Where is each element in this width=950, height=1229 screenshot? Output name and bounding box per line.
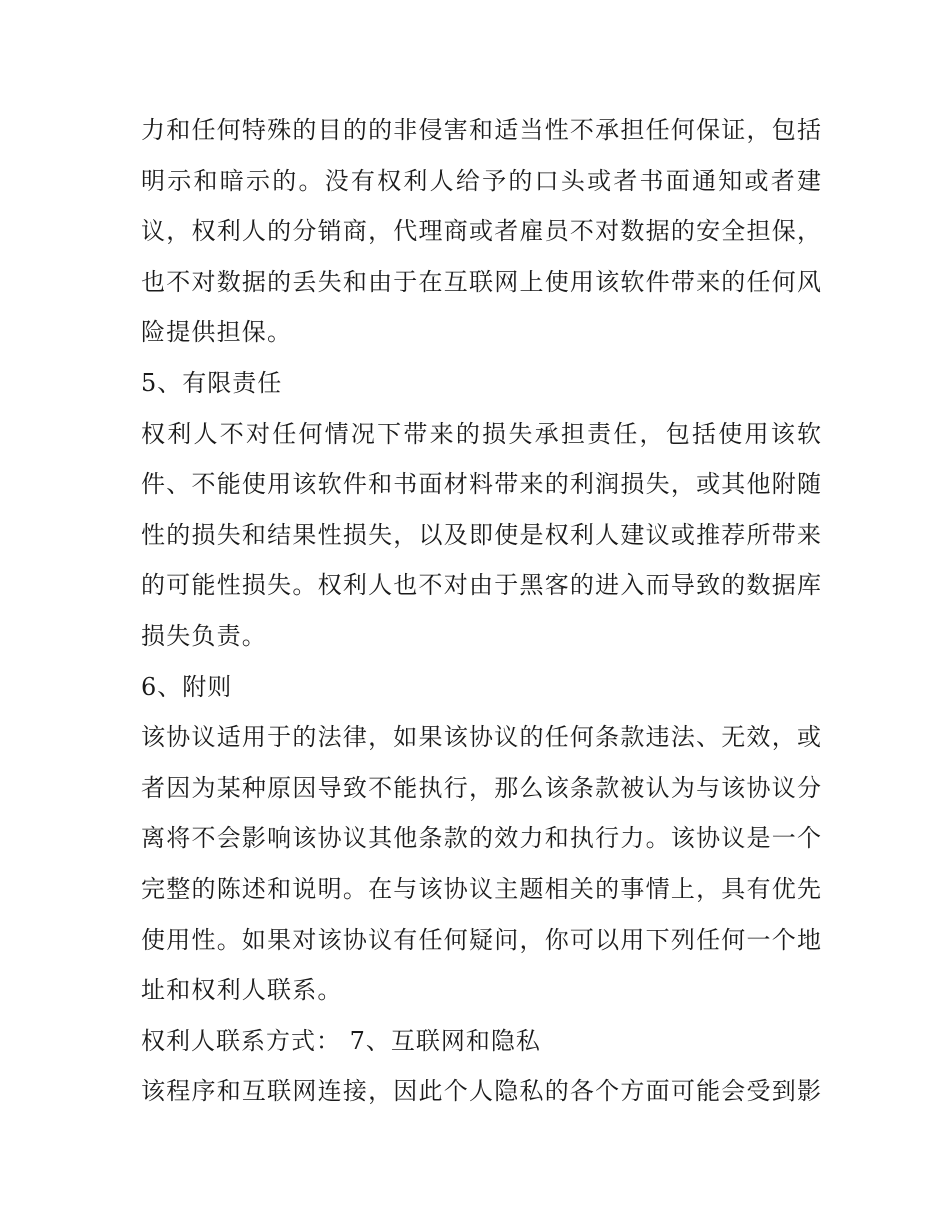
contact-and-section-7-heading: 权利人联系方式： 7、互联网和隐私 (141, 1027, 541, 1055)
warranty-paragraph-line: 险提供担保。 (141, 318, 293, 346)
liability-paragraph-line: 性的损失和结果性损失，以及即使是权利人建议或推荐所带来 (141, 521, 821, 549)
misc-paragraph-line: 址和权利人联系。 (141, 976, 343, 1004)
misc-paragraph-line: 使用性。如果对该协议有任何疑问，你可以用下列任何一个地 (141, 926, 821, 954)
warranty-paragraph-line: 也不对数据的丢失和由于在互联网上使用该软件带来的任何风 (141, 268, 821, 296)
misc-paragraph-line: 该协议适用于的法律，如果该协议的任何条款违法、无效，或 (141, 723, 821, 751)
misc-paragraph-line: 者因为某种原因导致不能执行，那么该条款被认为与该协议分 (141, 774, 821, 802)
misc-paragraph-line: 离将不会影响该协议其他条款的效力和执行力。该协议是一个 (141, 824, 821, 852)
section-5-heading: 5、有限责任 (141, 369, 283, 397)
liability-paragraph-line: 件、不能使用该软件和书面材料带来的利润损失，或其他附随 (141, 470, 821, 498)
liability-paragraph-line: 损失负责。 (141, 622, 267, 650)
privacy-paragraph-line: 该程序和互联网连接，因此个人隐私的各个方面可能会受到影 (141, 1077, 821, 1105)
misc-paragraph-line: 完整的陈述和说明。在与该协议主题相关的事情上，具有优先 (141, 875, 821, 903)
liability-paragraph-line: 权利人不对任何情况下带来的损失承担责任，包括使用该软 (141, 420, 821, 448)
warranty-paragraph-line: 议，权利人的分销商，代理商或者雇员不对数据的安全担保， (141, 217, 821, 245)
warranty-paragraph-line: 明示和暗示的。没有权利人给予的口头或者书面通知或者建 (141, 167, 821, 195)
section-6-heading: 6、附则 (141, 673, 233, 701)
warranty-paragraph-line: 力和任何特殊的目的的非侵害和适当性不承担任何保证，包括 (141, 116, 821, 144)
liability-paragraph-line: 的可能性损失。权利人也不对由于黑客的进入而导致的数据库 (141, 571, 821, 599)
